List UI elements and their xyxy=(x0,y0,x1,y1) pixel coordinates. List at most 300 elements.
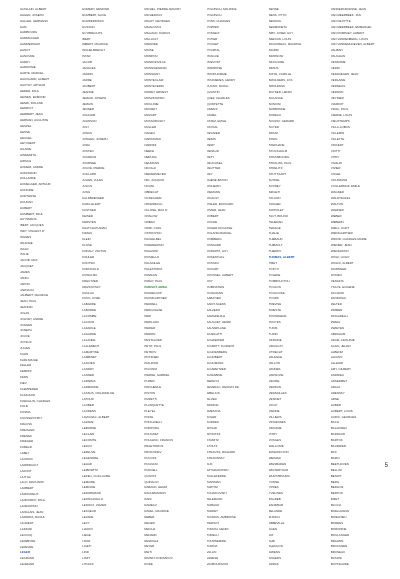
index-entry: MICHEL, PIERRE AMAURY xyxy=(144,8,182,11)
index-entry: HAM xyxy=(20,25,27,29)
index-entry: HARMONIE xyxy=(20,66,36,70)
index-entry: NERUDA xyxy=(144,155,157,159)
index-entry: KORNGOLD xyxy=(82,267,99,271)
index-entry: BUXTEHUDE xyxy=(330,563,349,567)
index-entry: HOFFMANN xyxy=(20,171,37,175)
index-entry: JOURDAN xyxy=(82,155,97,159)
index-entry: JARRE xyxy=(82,78,92,82)
index-entry: RODE xyxy=(144,563,153,567)
index-entry: AUBERT, LOUIS xyxy=(330,409,353,413)
index-entry: HUMBERT, PAUL xyxy=(20,212,44,216)
index-entry: VIVALDI xyxy=(330,161,342,165)
index-entry: RUHLMANN xyxy=(206,291,224,295)
index-entry: QUANTZ xyxy=(144,474,157,478)
index-entry: ALLEGRI xyxy=(330,362,344,366)
index-entry: WEILL, KURT xyxy=(330,226,350,230)
index-entry: SENNE xyxy=(268,8,279,11)
index-entry: JEMAIN xyxy=(82,102,93,106)
index-entry: TAILLEFERRE xyxy=(206,474,226,478)
index-entry: ROGER-DUCASSE xyxy=(206,226,233,230)
index-entry: MIHALOVICI xyxy=(144,25,162,29)
index-entry: JOURNÉE xyxy=(82,161,97,165)
index-entry: JOLY xyxy=(82,126,90,130)
index-entry: BOIELDIEU xyxy=(330,515,347,519)
index-entry: POLNISCH, MAURICE xyxy=(206,8,237,11)
index-entry: HAMMERSHÖI xyxy=(20,43,41,47)
index-entry: QUANTIN xyxy=(206,90,220,94)
index-entry: JACOB xyxy=(82,61,92,65)
index-entry: AUBER xyxy=(330,403,341,407)
index-entry: PRAGUE xyxy=(206,55,219,59)
index-entry: REUTTER xyxy=(206,167,221,171)
index-entry: XENAKIS xyxy=(330,279,344,283)
index-entry: AGEN xyxy=(268,527,277,531)
index-entry: TAPPOLET xyxy=(268,208,284,212)
index-entry: ABBEVILLE xyxy=(268,521,285,525)
index-entry: SMOLENSK xyxy=(268,84,285,88)
index-entry: BORODINE xyxy=(330,527,347,531)
index-entry: LAZZARI xyxy=(20,528,33,532)
index-entry: ROSSINI xyxy=(206,261,219,265)
index-entry: PONS, CHARLES xyxy=(206,19,231,23)
index-entry: SZYMANOWSKI xyxy=(206,468,229,472)
index-entry: SAMAZEUILH xyxy=(206,315,226,319)
index-entry: ALBÉNIZ xyxy=(330,350,344,354)
index-entry: IBERT xyxy=(82,37,91,41)
index-entry: LÉVY xyxy=(82,521,90,525)
index-entry: HONEGGER, ARTHUR xyxy=(20,183,51,187)
index-entry: JAMES xyxy=(20,270,30,274)
index-entry: IBERT, JACQUES xyxy=(20,224,44,228)
index-entry: ARNE xyxy=(330,397,339,401)
index-entry: VAN MEERBEEK, JAN xyxy=(330,13,361,17)
index-entry: ONSLOW xyxy=(144,214,158,218)
index-entry: VICHY xyxy=(268,403,278,407)
index-entry: INDY, VINCENT D' xyxy=(20,230,45,234)
index-entry: KUBELIK xyxy=(20,446,33,450)
index-entry: KALKBRENNER xyxy=(82,197,104,200)
index-entry: VALLON xyxy=(268,362,280,366)
index-column-5 xyxy=(269,8,326,567)
index-entry: KAHN xyxy=(20,352,29,356)
index-entry: PFITZNER xyxy=(144,356,159,360)
index-entry: THIERRY xyxy=(268,250,282,254)
index-entry: TOKYO xyxy=(268,267,279,271)
index-entry: VERNEUIL xyxy=(330,84,346,88)
index-entry: BACH xyxy=(330,421,339,425)
index-entry: ALBI xyxy=(268,539,276,543)
index-entry: HAMBOURG xyxy=(20,31,38,35)
index-entry: JULIEN, JULES xyxy=(82,179,103,183)
index-entry: JONGEN, JOSEPH xyxy=(82,137,108,141)
index-entry: KOUSSEVITZKY xyxy=(20,417,43,421)
index-entry: TRONDHEIM xyxy=(268,315,287,319)
index-entry: RIGAULT xyxy=(206,197,219,200)
index-entry: LAMBINET xyxy=(82,356,97,360)
index-entry: LEMAIRE xyxy=(82,480,96,484)
index-entry: MOZART xyxy=(144,114,157,118)
index-entry: SCHMITT, FLORENT xyxy=(206,344,235,348)
index-entry: PUGNO, RAOUL xyxy=(206,84,229,88)
index-entry: MOMPOU xyxy=(144,55,158,59)
index-entry: PHILIDOR xyxy=(144,362,159,366)
index-entry: KUHLAU xyxy=(82,291,95,295)
index-entry: SUK xyxy=(206,462,213,466)
index-entry: TOULON xyxy=(268,285,281,289)
index-entry: LANCIEN xyxy=(82,362,95,366)
index-entry: VERLAINE xyxy=(330,78,346,82)
index-entry: KONTSKI xyxy=(82,261,96,265)
index-entry: KODALY, ZOLTAN xyxy=(82,250,107,254)
index-column-4 xyxy=(207,8,264,567)
index-entry: BRUCKNER xyxy=(330,545,348,549)
index-entry: WURTZBOURG xyxy=(268,474,290,478)
index-entry: PARAY, PAUL xyxy=(144,279,163,283)
index-entry: JULIUS xyxy=(82,185,93,189)
index-entry: KIENZL xyxy=(82,232,93,236)
index-entry: MONDONVILLE xyxy=(144,61,166,65)
index-entry: BERTON xyxy=(330,492,343,496)
index-entry: SENS, OTTO xyxy=(268,13,287,17)
index-entry: HESPEL xyxy=(20,124,32,128)
index-entry: BLOCH xyxy=(330,504,341,508)
index-entry: JEMAIN, JOSEPH xyxy=(82,96,107,100)
index-entry: HAUTOT, ARTHUR xyxy=(20,83,46,87)
index-entry: BARTÓK xyxy=(330,439,343,443)
index-entry: PERRIN xyxy=(144,332,156,336)
index-entry: TRÉVISE xyxy=(268,303,282,307)
index-entry: SCRIABINE xyxy=(206,374,223,378)
index-entry: TUNIS xyxy=(268,326,278,330)
index-entry: POLNISCH xyxy=(206,13,222,17)
index-entry: SIBY, JOSEF GUY xyxy=(268,31,294,35)
index-entry: BOULANGER xyxy=(330,533,350,537)
index-entry: VINCENNES xyxy=(268,421,286,425)
index-entry: SABATIER xyxy=(206,297,221,301)
index-entry: VAN VANDERHOEVEN, ALBERT xyxy=(330,43,375,47)
index-entry: PORPORA xyxy=(144,427,159,431)
index-entry: BUSONI xyxy=(330,557,343,561)
index-entry: YONNE xyxy=(268,480,280,484)
index-entry: NAGELI xyxy=(144,132,156,136)
index-entry: BRAHMS xyxy=(330,539,344,543)
index-entry: SIRIUS xyxy=(268,67,279,71)
index-entry: POPPER xyxy=(206,25,219,29)
index-entry: JOHNSON xyxy=(82,120,97,124)
index-entry: KREUTZER xyxy=(82,279,98,283)
index-entry: LACOMBE xyxy=(82,315,97,319)
index-entry: SORDES xyxy=(206,421,219,425)
index-entry: PARISOT, ÉMILE xyxy=(144,285,168,289)
index-entry: WEBER xyxy=(330,214,342,218)
index-entry: POSSELT xyxy=(206,31,220,35)
index-entry: JUILLARD xyxy=(82,173,96,177)
index-entry: SINDING xyxy=(206,403,219,407)
index-entry: ARAJA xyxy=(330,386,341,389)
index-entry: PERI xyxy=(144,315,152,319)
index-entry: THOMAS, AMBROISE xyxy=(206,515,236,519)
index-entry: LIGETI xyxy=(82,545,92,549)
index-entry: AMY, GILBERT xyxy=(330,368,351,372)
index-entry: LEMOINE xyxy=(82,486,96,490)
index-entry: KARLSRUHE xyxy=(20,358,38,362)
index-entry: SOLANGE xyxy=(268,96,283,100)
index-entry: KOWALSKI xyxy=(82,273,98,277)
index-entry: SÉVERAC, DÉODAT DE xyxy=(206,386,239,389)
index-entry: VUILLERMOZ, ÉMILE xyxy=(330,185,360,189)
index-entry: PRIMROSE xyxy=(206,67,223,71)
index-entry: ZAGREB xyxy=(268,498,281,502)
index-entry: LEGRAND xyxy=(20,557,35,561)
index-entry: WOLF, HUGO xyxy=(330,256,350,260)
index-entry: WEIMAR xyxy=(268,456,281,460)
index-entry: RACHMANINOV xyxy=(144,492,167,496)
index-entry: UKRAINE xyxy=(268,338,282,342)
index-entry: LACOUR xyxy=(82,321,95,325)
index-entry: JACOB, MAX xyxy=(20,259,38,263)
index-entry: VANNES xyxy=(268,368,281,372)
index-entry: PIJPER xyxy=(144,380,155,384)
index-entry: NAPRAVNIK xyxy=(144,137,162,141)
index-entry: BAZIN xyxy=(330,456,340,460)
index-entry: SOUZAY, GÉRARD xyxy=(268,120,295,124)
index-entry: REMY xyxy=(206,143,215,147)
index-entry: HUSSON xyxy=(82,25,95,29)
index-entry: LEIBOWITZ xyxy=(82,468,98,472)
index-entry: THOMAS, ALBERT xyxy=(268,256,295,260)
index-entry: TANSMAN xyxy=(206,480,221,484)
index-entry: ANGERS xyxy=(268,557,282,561)
index-entry: LAMBERT xyxy=(20,487,34,491)
index-entry: RIVIER, JEAN xyxy=(206,208,226,212)
index-entry: PICCINNI xyxy=(144,368,158,372)
index-entry: STRAVINSKY xyxy=(206,456,225,460)
index-entry: STEIN xyxy=(268,137,278,141)
index-entry: ROPARTZ, GUY xyxy=(206,250,229,254)
index-entry: RATEZ, ÉMILE xyxy=(206,120,227,124)
index-entry: LIADOV xyxy=(82,527,93,531)
index-entry: VEYRIER xyxy=(330,96,344,100)
index-entry: SERANG xyxy=(268,19,282,23)
index-entry: PRAETORIUS xyxy=(144,445,164,449)
index-entry: VIDAL, PAUL xyxy=(330,108,349,112)
index-entry: LECOMTE xyxy=(82,439,97,443)
index-entry: LIÈGE xyxy=(82,533,91,537)
index-entry: JONGEN xyxy=(20,323,33,327)
index-entry: ZACHOW xyxy=(330,291,344,295)
index-entry: SCARLATTI xyxy=(206,332,223,336)
index-entry: STOLTZ xyxy=(206,445,218,449)
index-entry: LIFAR xyxy=(82,539,91,543)
index-entry: ORFF, CARL xyxy=(144,226,162,230)
index-entry: KREISLER xyxy=(20,428,35,432)
index-entry: LABEY xyxy=(20,452,30,456)
index-entry: ROUART xyxy=(206,267,219,271)
index-entry: SIXTE, CAMILLE xyxy=(268,72,292,76)
index-entry: JANACEK xyxy=(82,67,96,71)
index-entry: THALIE xyxy=(268,232,279,236)
index-entry: POTIER xyxy=(206,37,218,41)
index-entry: TCHAÏKOVSKY xyxy=(206,492,228,496)
index-entry: SIMONOW xyxy=(268,55,284,59)
index-entry: RHENÉ-BATON xyxy=(206,179,228,183)
index-entry: MONTEVERDI xyxy=(144,84,164,88)
index-entry: TAUT, BRUNO xyxy=(268,214,288,218)
index-entry: ROSENTHAL xyxy=(206,256,225,260)
index-entry: KERSTEN xyxy=(82,220,96,224)
index-entry: VAN VANDENBERG, LOUIS xyxy=(330,37,369,41)
index-entry: PRÉVOST xyxy=(206,61,221,65)
index-entry: VAUBOURGOIN xyxy=(206,563,229,567)
index-entry: LANGLAIS, JEAN xyxy=(20,510,44,514)
index-entry: PASDELOUP xyxy=(144,291,162,295)
index-entry: SCHUMANN xyxy=(206,362,224,366)
index-entry: RAYNAL xyxy=(206,126,218,130)
index-entry: SPONTINI xyxy=(206,433,221,437)
index-entry: VILLETTE xyxy=(330,137,345,141)
index-entry: POUGET xyxy=(206,43,219,47)
index-entry: RENAUD xyxy=(206,149,219,153)
index-entry: HAUCHARD, ALBERT xyxy=(20,78,50,82)
index-entry: PLEYEL xyxy=(144,409,156,413)
index-entry: ROBERT xyxy=(206,214,219,218)
index-entry: BOËLLMANN xyxy=(330,510,349,514)
index-entry: HIRSCH xyxy=(20,159,32,163)
index-entry: JOLIVET, ANDRÉ xyxy=(20,317,44,321)
index-entry: PADEREWSKI xyxy=(144,244,164,248)
index-entry: KOSMA xyxy=(20,411,31,415)
index-entry: PISTON xyxy=(144,391,156,395)
index-entry: PUGNANI xyxy=(144,462,158,466)
index-entry: LARMANDE xyxy=(82,386,99,389)
index-entry: HUBERT xyxy=(20,206,32,210)
index-entry: LEGENDRE xyxy=(82,456,99,460)
index-entry: SALZEDO xyxy=(206,309,221,313)
page-number: 5 xyxy=(384,463,388,469)
index-entry: OFFENBACH xyxy=(144,202,163,206)
index-entry: MORET, ERNEST xyxy=(144,90,169,94)
index-entry: BIZET xyxy=(330,498,340,502)
index-entry: JARNACH xyxy=(20,288,34,292)
index-entry: TURIN xyxy=(268,332,278,336)
index-entry: WALTON xyxy=(330,202,343,206)
index-entry: LIND xyxy=(82,551,89,555)
index-entry: RÉGNIER xyxy=(206,132,220,136)
index-entry: LENORMAND xyxy=(82,492,101,496)
index-entry: LACROIX xyxy=(20,457,33,461)
index-entry: BAX xyxy=(330,450,337,454)
index-entry: SUISSE xyxy=(268,179,280,183)
index-entry: PLANQUETTE xyxy=(144,403,164,407)
index-entry: YPRES xyxy=(268,486,279,490)
index-entry: HUMPERDINCK xyxy=(82,19,104,23)
index-entry: SMOLDERS, JOS xyxy=(268,78,293,82)
index-entry: HARDY xyxy=(20,60,31,64)
index-entry: JENNER xyxy=(82,108,94,112)
index-entry: LANDRY xyxy=(82,368,94,372)
index-entry: KEMPFF xyxy=(20,370,32,374)
index-entry: PACHELBEL xyxy=(144,238,162,242)
index-entry: HOLLANDE xyxy=(20,177,36,181)
index-entry: RABANI xyxy=(206,108,218,112)
index-entry: ROLAND-MANUEL xyxy=(206,232,232,236)
index-entry: TOURNEMIRE xyxy=(206,539,227,543)
index-entry: PAISIELLO xyxy=(144,256,160,260)
index-entry: NIEDERMEYER xyxy=(144,173,166,177)
index-entry: VIEUXTEMPS xyxy=(330,120,350,124)
index-entry: RIMSKY-KORSAKOV xyxy=(144,557,173,561)
index-entry: WAGNER xyxy=(330,191,344,195)
index-entry: ROMBERG xyxy=(206,238,222,242)
index-entry: KLOSE xyxy=(82,244,92,248)
index-entry: JARDIN xyxy=(82,72,93,76)
index-entry: URUGUAY xyxy=(268,344,284,348)
index-entry: MILLAULT xyxy=(144,37,159,41)
index-entry: HEINEN, EDMOND xyxy=(20,95,46,99)
index-entry: VANDERCRUESSE, JEAN xyxy=(330,8,367,11)
index-entry: PALADILHE xyxy=(144,261,161,265)
index-entry: AIX xyxy=(268,533,274,537)
index-entry: PIZZETTI xyxy=(144,397,158,401)
index-entry: ISTAR xyxy=(82,55,91,59)
index-entry: WIENIAWSKI xyxy=(330,250,349,254)
index-entry: LALO, ÉDOUARD xyxy=(20,481,44,485)
index-entry: MUSSORGSKY xyxy=(144,120,166,124)
index-entry: LAUBER xyxy=(82,403,94,407)
index-entry: JOYEUX xyxy=(20,341,32,345)
index-entry: SZIGETI xyxy=(268,191,281,195)
index-entry: JONAS xyxy=(82,132,92,136)
index-entry: JEAN, PAUL xyxy=(20,300,37,304)
index-entry: SPOHR xyxy=(206,427,217,431)
index-entry: RIETI xyxy=(144,551,152,555)
index-entry: OCKEGHEM xyxy=(144,197,162,200)
index-entry: LASSUS, ORLANDE DE xyxy=(82,391,115,395)
index-column-2 xyxy=(82,8,139,567)
index-entry: KOECHLIN, CHARLES xyxy=(20,399,51,403)
index-entry: ZWEIG xyxy=(330,321,341,325)
index-entry: BRUNEAU xyxy=(330,551,346,555)
index-entry: VAUBAN xyxy=(330,49,343,53)
index-entry: LAFARGE xyxy=(82,326,96,330)
index-entry: STÉPHANE xyxy=(268,143,285,147)
index-entry: KRIZKOVSKY xyxy=(82,285,101,289)
index-entry: SIEFFAN, LOUIS xyxy=(268,37,292,41)
index-entry: TOULOUSE xyxy=(268,291,285,295)
index-entry: IMBERT, MAURICE xyxy=(82,43,108,47)
index-entry: JAPON xyxy=(20,282,30,286)
index-entry: STUTTGART xyxy=(268,173,287,177)
index-entry: WEINGARTNER xyxy=(330,232,353,236)
index-entry: THIRIET xyxy=(206,510,218,514)
index-entry: LEROUX, XAVIER xyxy=(82,504,107,508)
index-entry: STRASBOURG xyxy=(268,155,290,159)
index-entry: TOMASI, HENRI xyxy=(206,527,229,531)
index-entry: MOULINIÉ xyxy=(144,102,159,106)
index-entry: MONTÉCLAIR xyxy=(144,78,164,82)
index-entry: HEUGEL xyxy=(20,136,33,140)
index-entry: LAFONT xyxy=(20,469,32,473)
index-entry: PRUNIÈRES, HENRY xyxy=(206,78,236,82)
index-entry: VENISE xyxy=(268,380,280,384)
index-entry: RIEMANN xyxy=(206,191,220,195)
index-entry: SYDNEY xyxy=(268,185,281,189)
index-entry: ZANZIBAR xyxy=(268,504,284,508)
index-entry: RAMEAU xyxy=(144,504,157,508)
index-entry: SONCINI xyxy=(268,102,281,106)
index-entry: HANOVRE xyxy=(20,54,35,58)
index-entry: KLEIN xyxy=(82,238,91,242)
